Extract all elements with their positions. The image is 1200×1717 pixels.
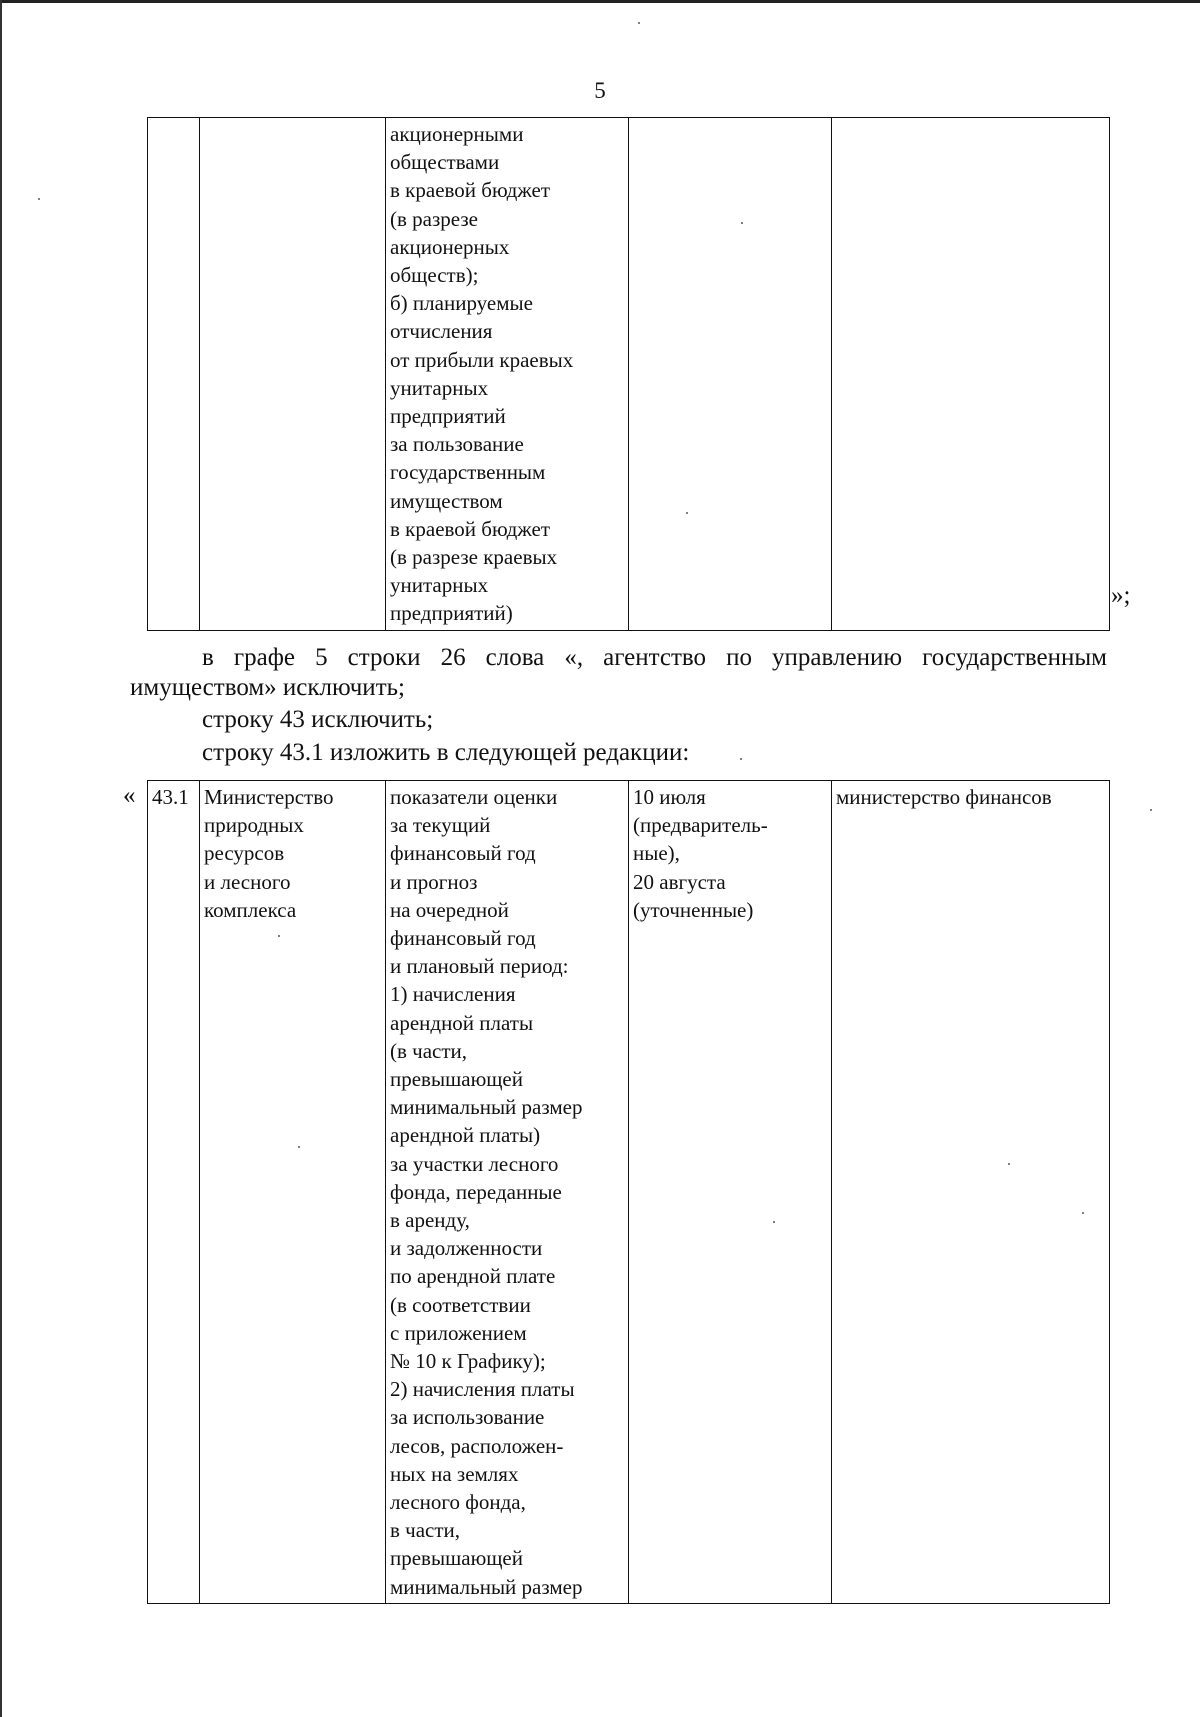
- amendment-paragraph-1: в графе 5 строки 26 слова «, агентство по управлению государственным имуществом» исключить;: [130, 644, 1107, 701]
- cell-indicators: акционерными обществами в краевой бюджет (в разрезе акционерных обществ); б) планируемые отчисления от прибыли краевых унитарных предприятий за пользование государственным имуществом в краевой бюджет (в разрезе краевых унитарных предприятий): [386, 118, 629, 631]
- amendment-paragraph-3: строку 43.1 изложить в следующей редакции:: [202, 739, 690, 766]
- cell-recipient: [832, 118, 1110, 631]
- opening-quote: «: [123, 782, 136, 809]
- scan-speck: [638, 22, 640, 24]
- cell-indicators: показатели оценки за текущий финансовый год и прогноз на очередной финансовый год и плановый период: 1) начисления арендной платы (в части, превышающей минимальный размер арендной платы) за участки лесного фонда, переданные в аренду, и задолженности по арендной плате (в соответствии с приложением № 10 к Графику); 2) начисления платы за использование лесов, расположен- ных на землях лесного фонда, в части, превышающей минимальный размер: [386, 781, 629, 1604]
- table-row: [148, 781, 1110, 1604]
- scan-speck: [686, 512, 688, 514]
- scan-speck: [298, 1146, 300, 1148]
- scan-speck: [741, 222, 743, 224]
- new-row-table: [147, 780, 1110, 1604]
- amendment-paragraph-2: строку 43 исключить;: [202, 706, 434, 733]
- scan-speck: [278, 935, 280, 937]
- cell-number: [148, 118, 200, 631]
- page-edge-top: [0, 0, 1200, 3]
- page-number: 5: [594, 78, 606, 103]
- cell-deadline: [629, 118, 832, 631]
- scan-speck: [773, 1221, 775, 1223]
- closing-quote: »;: [1111, 582, 1131, 609]
- cell-number: 43.1: [148, 781, 200, 1604]
- scan-speck: [1150, 809, 1152, 811]
- scan-speck: [1082, 1212, 1084, 1214]
- cell-recipient: министерство финансов: [832, 781, 1110, 1604]
- cell-responsible: Министерство природных ресурсов и лесного комплекса: [200, 781, 386, 1604]
- cell-responsible: [200, 118, 386, 631]
- page-edge-left: [0, 0, 2, 1717]
- scan-speck: [38, 198, 40, 200]
- cell-deadline: 10 июля (предваритель- ные), 20 августа (уточненные): [629, 781, 832, 1604]
- scan-speck: [1008, 1163, 1010, 1165]
- continued-table: [147, 117, 1110, 631]
- scan-speck: [740, 758, 742, 760]
- table-row: [148, 118, 1110, 631]
